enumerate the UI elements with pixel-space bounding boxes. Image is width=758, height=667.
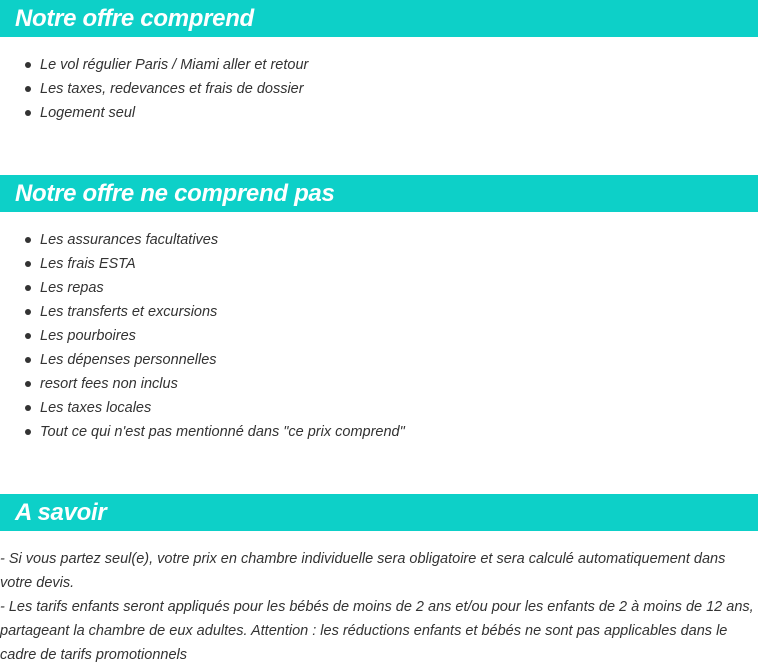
bullet-icon [25, 86, 31, 92]
excluded-section [0, 175, 758, 444]
bullet-icon [25, 261, 31, 267]
info-title: A savoir [15, 498, 107, 526]
list-item-text: Les dépenses personnelles [40, 352, 217, 368]
list-item-text: Les taxes locales [40, 400, 152, 416]
excluded-list [0, 228, 758, 444]
list-item-text: Les taxes, redevances et frais de dossier [40, 81, 304, 97]
list-item-text: Le vol régulier Paris / Miami aller et retour [40, 57, 309, 73]
list-item [0, 396, 758, 420]
bullet-icon [25, 381, 31, 387]
list-item [0, 53, 758, 77]
bullet-icon [25, 309, 31, 315]
list-item [0, 324, 758, 348]
info-paragraph-children: - Les tarifs enfants seront appliqués pour les bébés de moins de 2 ans et/ou pour les enfants de 2 à moins de 12 ans, partageant la chambre de eux adultes. Attention : les réductions enfants et bébés ne sont pas applicables dans le cadre de tarifs promotionnels [0, 599, 754, 663]
list-item-text: Tout ce qui n'est pas mentionné dans "ce prix comprend" [40, 424, 405, 440]
bullet-icon [25, 285, 31, 291]
excluded-header [0, 175, 758, 212]
list-item-text: Logement seul [40, 105, 136, 121]
list-item [0, 77, 758, 101]
info-header [0, 494, 758, 531]
bullet-icon [25, 429, 31, 435]
list-item [0, 420, 758, 444]
included-list [0, 53, 758, 125]
list-item-text: Les frais ESTA [40, 256, 136, 272]
info-section [0, 494, 758, 667]
list-item-text: resort fees non inclus [40, 376, 178, 392]
list-item [0, 252, 758, 276]
list-item [0, 372, 758, 396]
list-item-text: Les pourboires [40, 328, 136, 344]
list-item [0, 276, 758, 300]
list-item-text: Les repas [40, 280, 104, 296]
bullet-icon [25, 62, 31, 68]
bullet-icon [25, 110, 31, 116]
list-item [0, 101, 758, 125]
list-item-text: Les assurances facultatives [40, 232, 219, 248]
bullet-icon [25, 333, 31, 339]
included-title: Notre offre comprend [15, 4, 254, 32]
excluded-title: Notre offre ne comprend pas [15, 179, 335, 207]
included-header [0, 0, 758, 37]
list-item-text: Les transferts et excursions [40, 304, 218, 320]
list-item [0, 348, 758, 372]
included-section [0, 0, 758, 125]
info-paragraph-solo: - Si vous partez seul(e), votre prix en chambre individuelle sera obligatoire et sera calculé automatiquement dans votre devis. [0, 551, 726, 591]
bullet-icon [25, 357, 31, 363]
info-paragraphs [0, 547, 758, 667]
bullet-icon [25, 237, 31, 243]
list-item [0, 300, 758, 324]
list-item [0, 228, 758, 252]
bullet-icon [25, 405, 31, 411]
